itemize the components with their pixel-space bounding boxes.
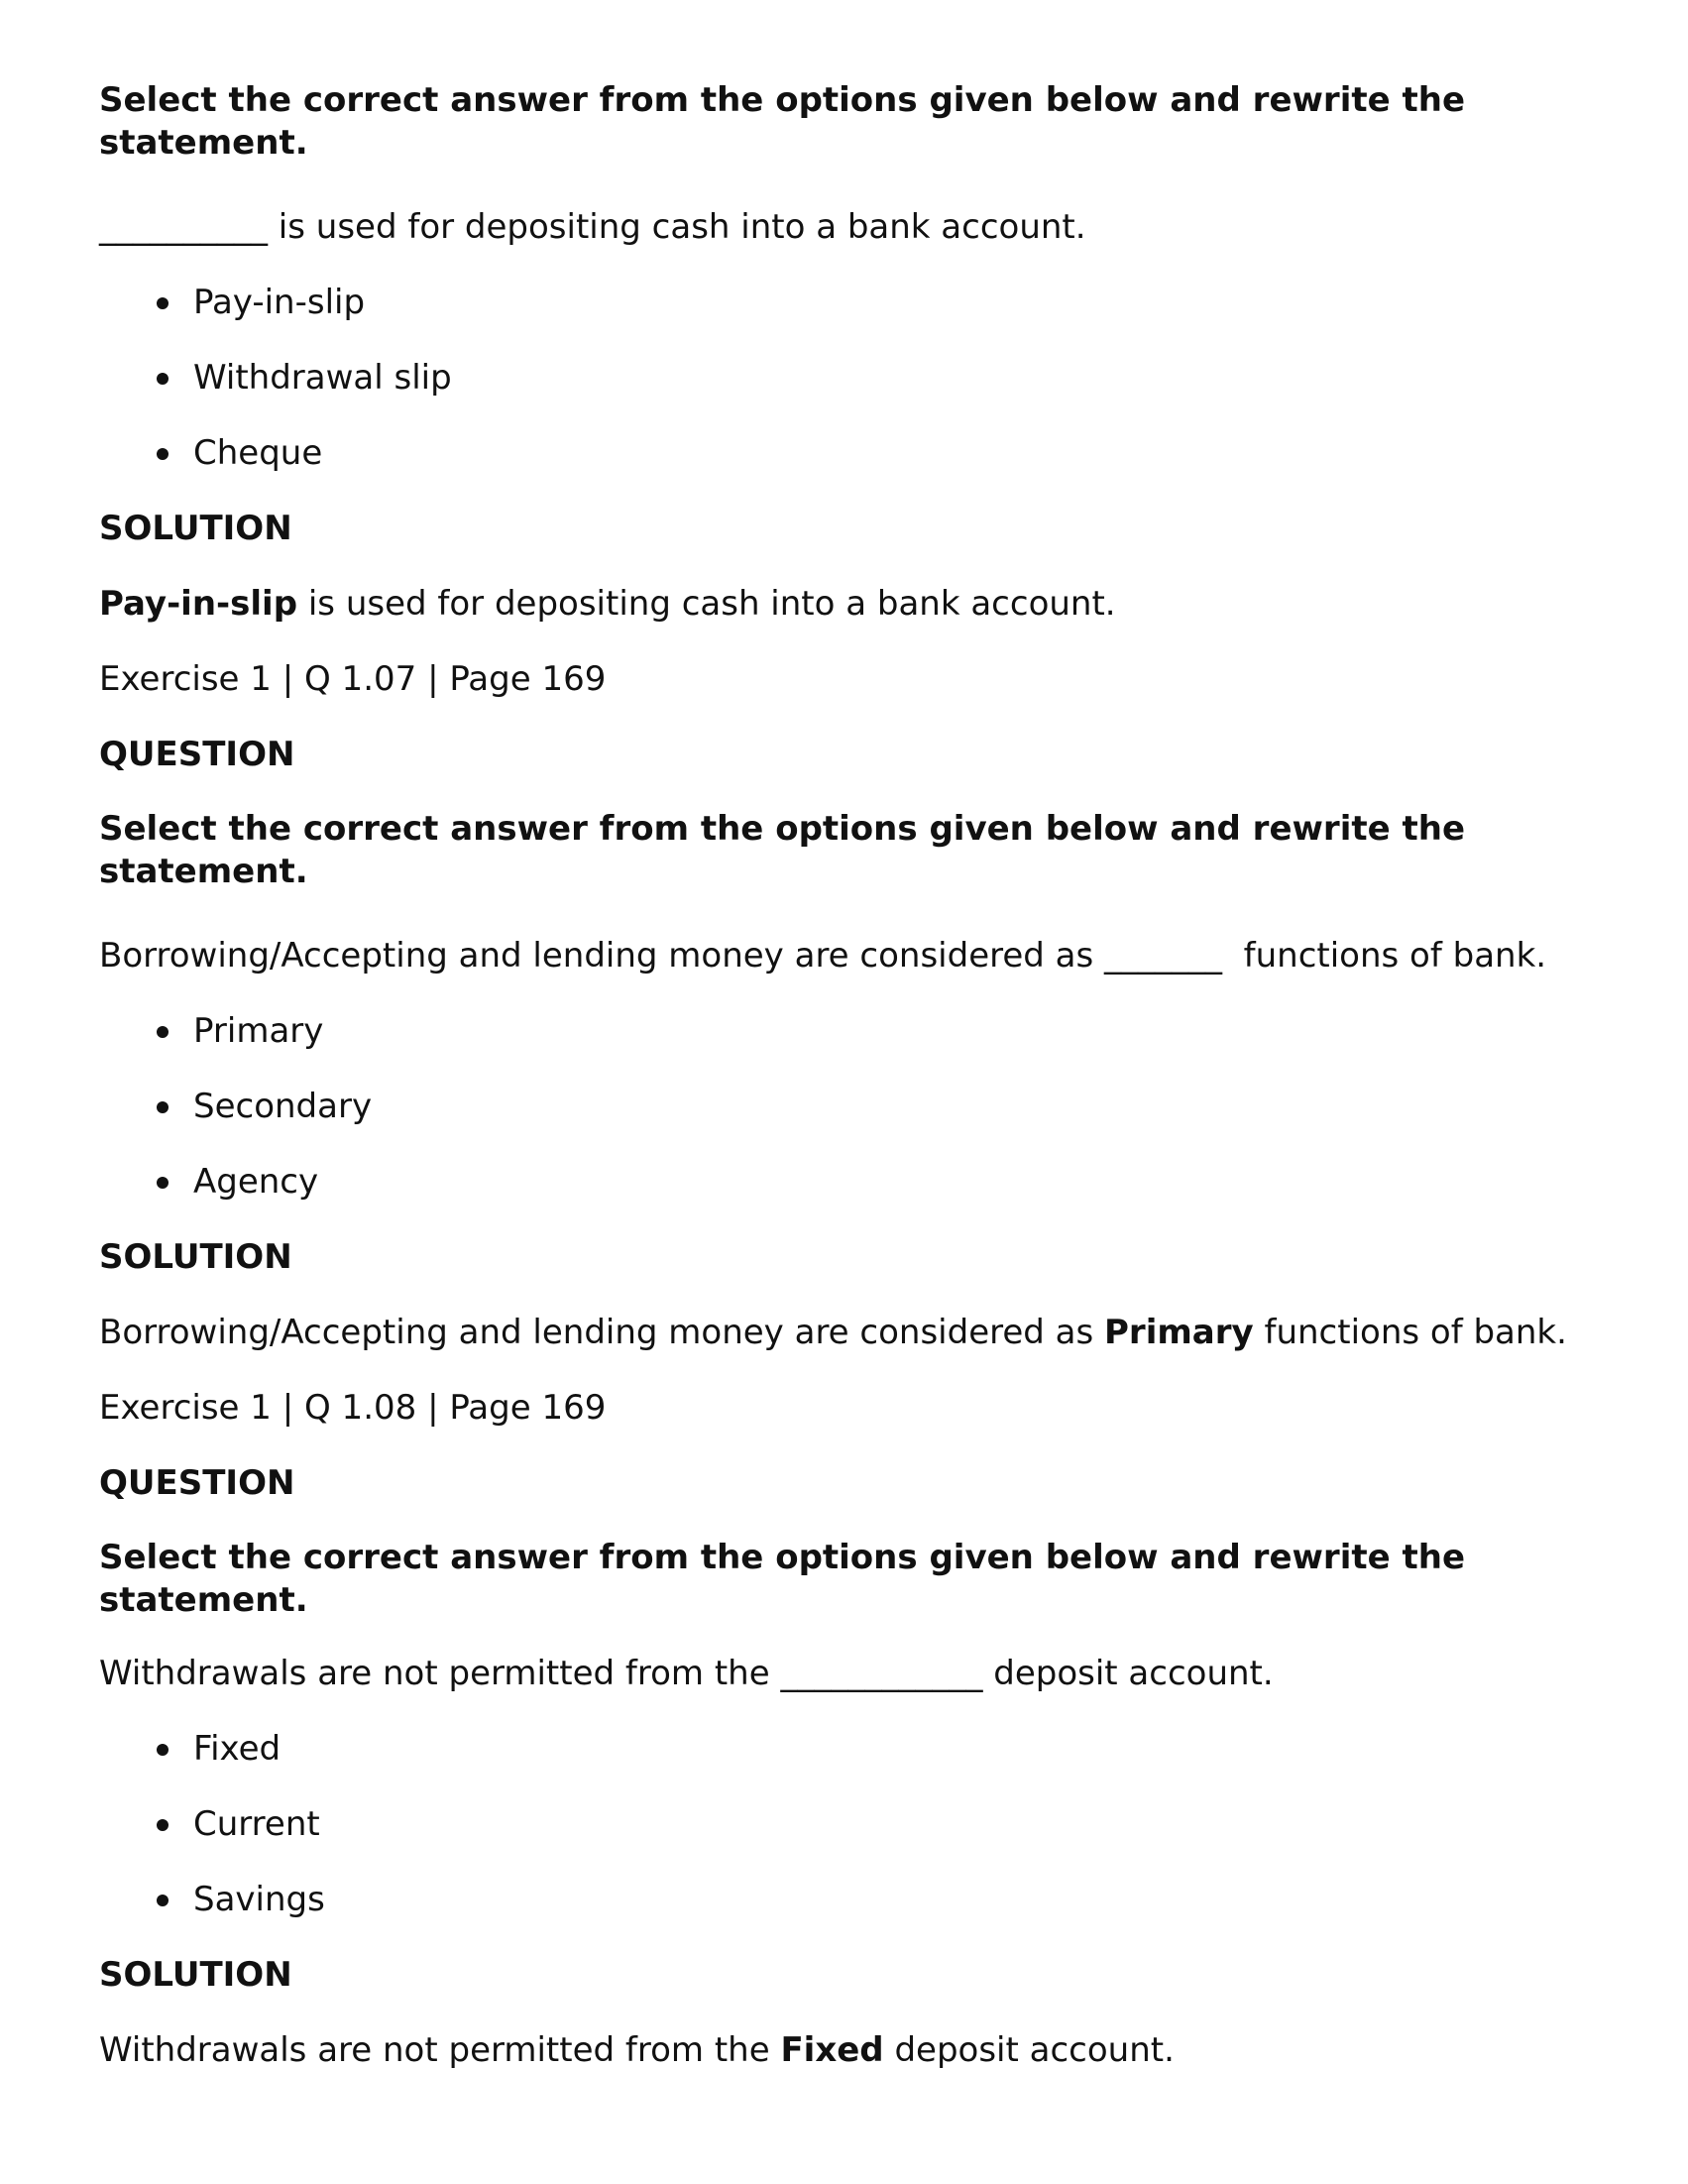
bullet-icon xyxy=(157,1101,169,1113)
exercise-reference: Exercise 1 | Q 1.08 | Page 169 xyxy=(99,1388,607,1428)
option-label: Secondary xyxy=(193,1087,373,1126)
statement-text: Borrowing/Accepting and lending money are considered as xyxy=(99,936,1105,976)
option-label: Primary xyxy=(193,1011,324,1051)
question-heading: QUESTION xyxy=(99,735,295,774)
correct-answer: Fixed xyxy=(780,2030,884,2070)
answer-blank: _______ xyxy=(1104,936,1223,976)
solution-text xyxy=(99,1311,1626,1354)
solution-text xyxy=(99,2028,1626,2072)
option-label: Withdrawal slip xyxy=(193,358,452,398)
correct-answer: Pay-in-slip xyxy=(99,584,298,624)
solution-rest: Borrowing/Accepting and lending money are considered as xyxy=(99,1313,1105,1352)
correct-answer: Primary xyxy=(1104,1313,1254,1352)
option-label: Cheque xyxy=(193,433,323,473)
solution-rest: is used for depositing cash into a bank account. xyxy=(297,584,1116,624)
bullet-icon xyxy=(157,373,169,385)
question-statement xyxy=(99,934,1626,977)
answer-blank: ____________ xyxy=(780,1654,983,1693)
solution-heading: SOLUTION xyxy=(99,509,292,548)
option-label: Savings xyxy=(193,1880,325,1919)
bullet-icon xyxy=(157,1744,169,1756)
question-statement xyxy=(99,1652,1626,1695)
bullet-icon xyxy=(157,1177,169,1189)
statement-text: deposit account. xyxy=(982,1654,1274,1693)
solution-rest: deposit account. xyxy=(883,2030,1175,2070)
statement-text: Withdrawals are not permitted from the xyxy=(99,1654,781,1693)
option-label: Current xyxy=(193,1804,320,1844)
statement-text: is used for depositing cash into a bank account. xyxy=(268,207,1086,247)
answer-blank: __________ xyxy=(99,207,268,247)
bullet-icon xyxy=(157,297,169,309)
bullet-icon xyxy=(157,448,169,460)
question-statement xyxy=(99,205,1626,249)
solution-heading: SOLUTION xyxy=(99,1237,292,1277)
question-prompt: Select the correct answer from the options given below and rewrite the statement. xyxy=(99,809,1466,891)
question-heading: QUESTION xyxy=(99,1463,295,1503)
solution-text xyxy=(99,582,1626,626)
statement-text: functions of bank. xyxy=(1222,936,1547,976)
option-label: Fixed xyxy=(193,1729,281,1769)
option-label: Pay-in-slip xyxy=(193,283,366,322)
option-label: Agency xyxy=(193,1162,319,1202)
bullet-icon xyxy=(157,1895,169,1906)
exercise-reference: Exercise 1 | Q 1.07 | Page 169 xyxy=(99,659,607,699)
solution-rest: Withdrawals are not permitted from the xyxy=(99,2030,781,2070)
question-prompt: Select the correct answer from the options given below and rewrite the statement. xyxy=(99,80,1466,163)
bullet-icon xyxy=(157,1026,169,1038)
solution-rest: functions of bank. xyxy=(1253,1313,1567,1352)
question-prompt: Select the correct answer from the options given below and rewrite the statement. xyxy=(99,1538,1466,1620)
bullet-icon xyxy=(157,1819,169,1831)
solution-heading: SOLUTION xyxy=(99,1955,292,1995)
